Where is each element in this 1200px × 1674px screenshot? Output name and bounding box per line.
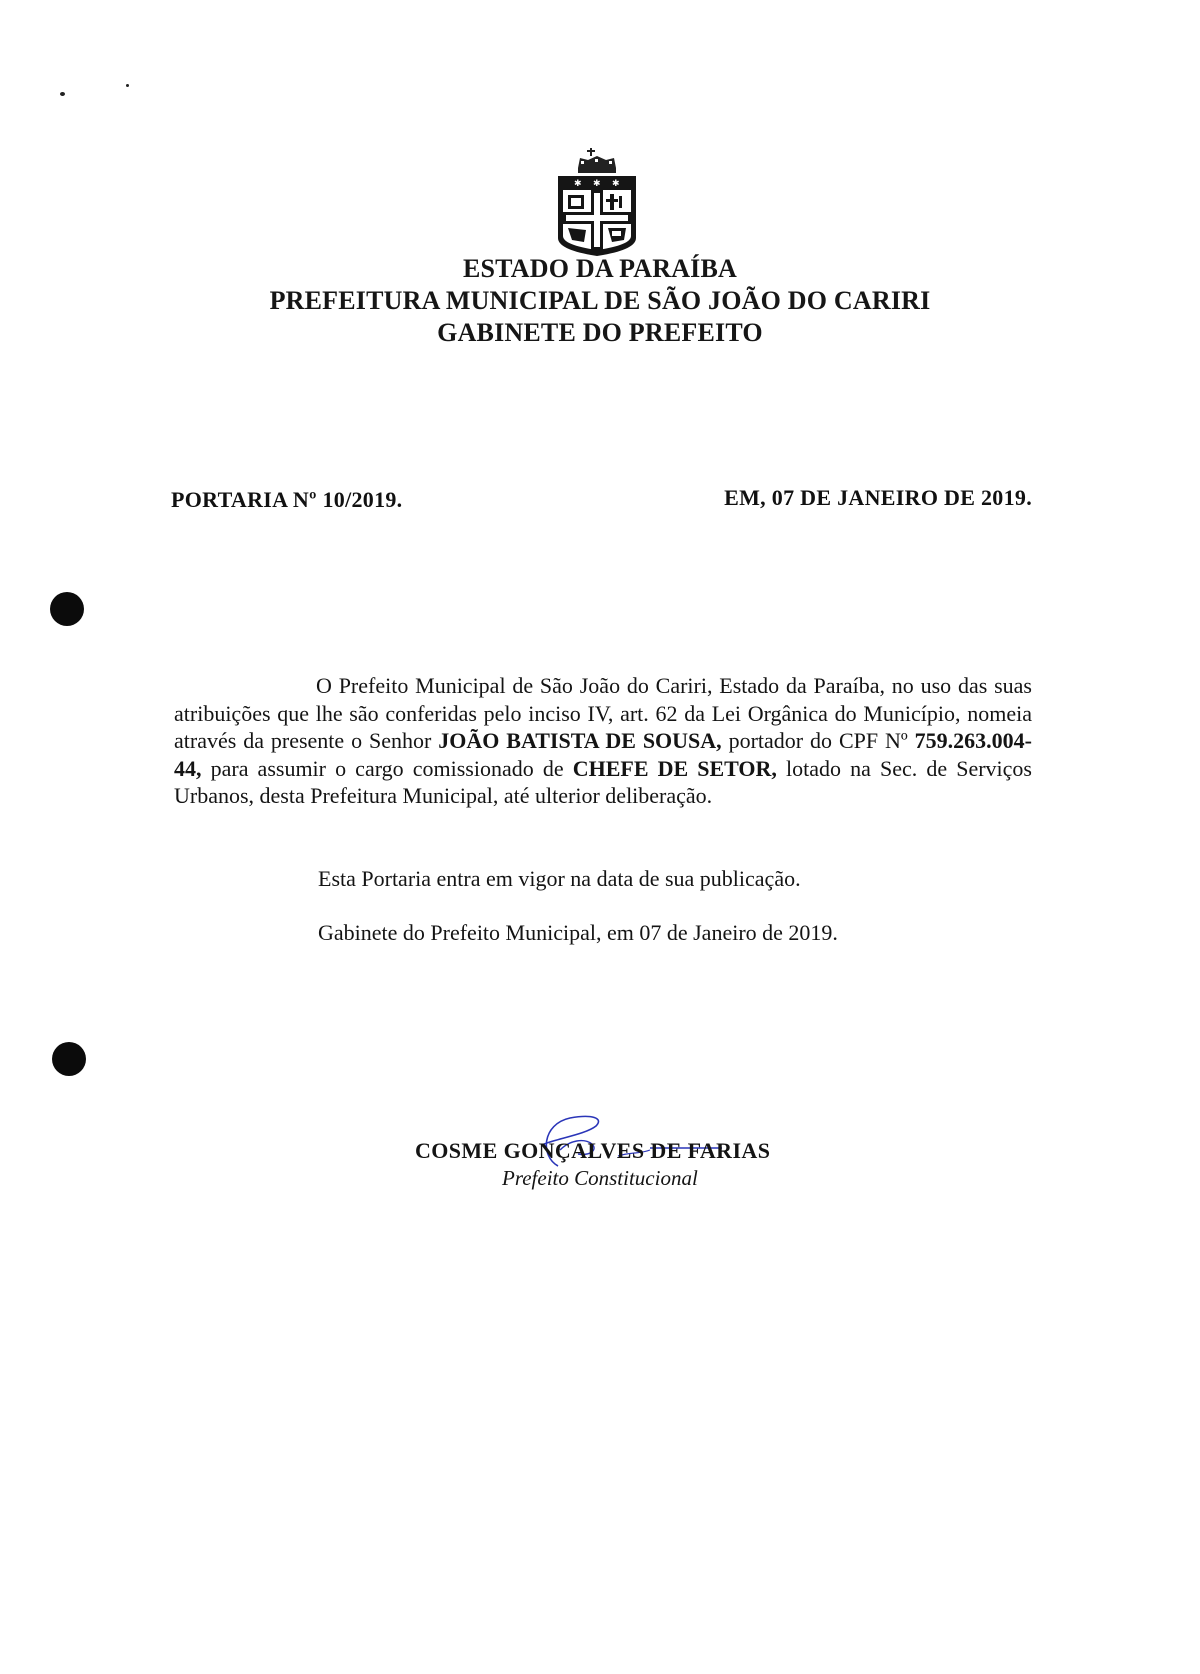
body-text-segment: para assumir o cargo comissionado de: [201, 755, 573, 781]
appointee-name: JOÃO BATISTA DE SOUSA,: [438, 728, 722, 753]
body-paragraph-1: [174, 672, 1032, 810]
svg-text:✱: ✱: [612, 179, 620, 189]
svg-text:✱: ✱: [593, 179, 601, 189]
municipal-coat-of-arms-icon: [554, 146, 640, 258]
hole-punch-bottom: [52, 1042, 86, 1076]
portaria-date: EM, 07 DE JANEIRO DE 2019.: [724, 485, 1032, 510]
scan-speck: [126, 84, 129, 87]
signer-name: COSME GONÇALVES DE FARIAS: [415, 1138, 771, 1163]
appointee-cpf: 759.263.004-44,: [174, 728, 1032, 781]
letterhead-municipality: PREFEITURA MUNICIPAL DE SÃO JOÃO DO CARIRI: [269, 286, 931, 315]
letterhead-office: GABINETE DO PREFEITO: [437, 318, 763, 347]
letterhead-state: ESTADO DA PARAÍBA: [462, 254, 738, 283]
svg-text:✱: ✱: [574, 179, 582, 189]
body-text-segment: portador do CPF Nº: [721, 728, 915, 753]
body-text-segment: lotado na Sec. de Serviços Urbanos, desta Prefeitura Municipal, até ulterior deliberação.: [174, 755, 1032, 808]
body-paragraph-3: Gabinete do Prefeito Municipal, em 07 de Janeiro de 2019.: [318, 920, 838, 945]
portaria-number: PORTARIA Nº 10/2019.: [171, 487, 403, 512]
hole-punch-top: [50, 592, 84, 626]
signer-title: Prefeito Constitucional: [502, 1166, 698, 1190]
scan-speck: [60, 92, 65, 96]
body-text-segment: O Prefeito Municipal de São João do Cariri, Estado da Paraíba, no uso das suas atribuições que lhe são conferidas pelo inciso IV, art. 62 da Lei Orgânica do Município, nomeia através da presente o Senhor: [174, 673, 1032, 753]
letterhead: [0, 253, 1200, 349]
appointed-role: CHEFE DE SETOR,: [572, 755, 777, 781]
body-paragraph-2: Esta Portaria entra em vigor na data de sua publicação.: [318, 866, 801, 891]
